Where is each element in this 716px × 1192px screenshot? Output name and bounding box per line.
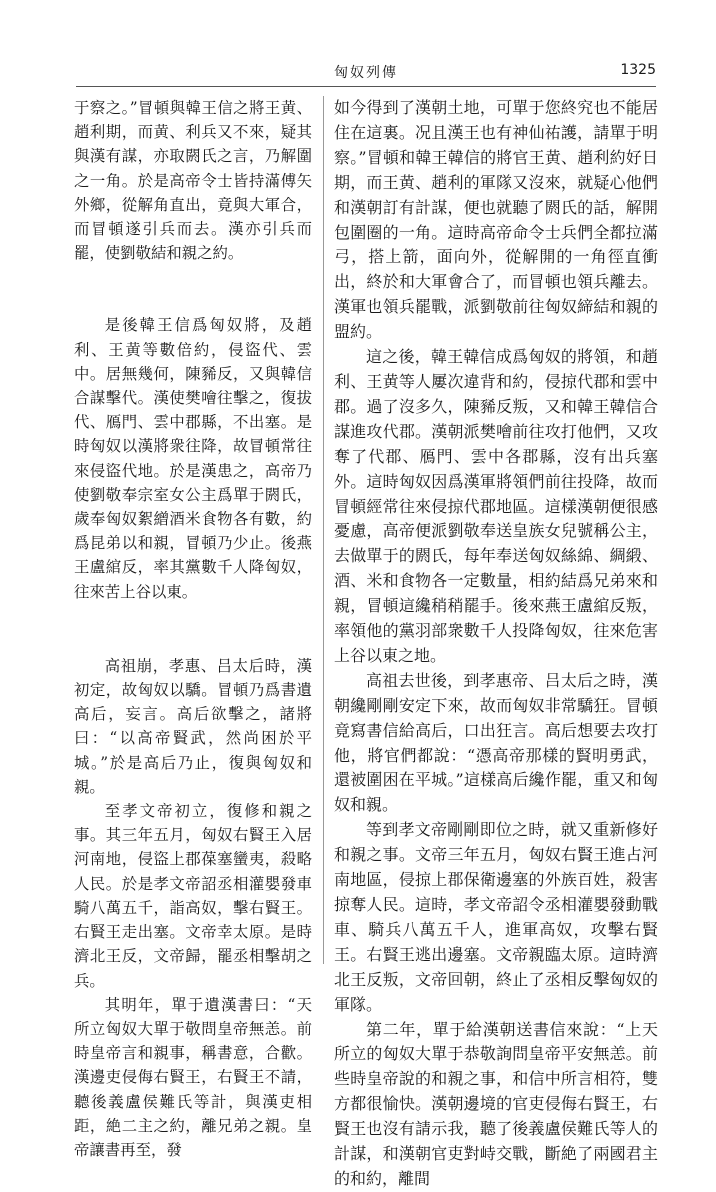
classical-paragraph: 其明年，單于遺漢書曰：“天所立匈奴大單于敬問皇帝無恙。前時皇帝言和親事，稱書意，合歡。漢邊吏侵侮右賢王，右賢王不請，聽後義盧侯難氏等計，與漢吏相距，絶二主之約，離兄弟之親。皇帝讓書再至，發 — [74, 995, 312, 1159]
classical-paragraph: 至孝文帝初立，復修和親之事。其三年五月，匈奴右賢王入居河南地，侵盜上郡葆塞蠻夷，殺略人民。於是孝文帝詔丞相灌嬰發車騎八萬五千，詣高奴，擊右賢王。右賢王走出塞。文帝幸太原。是時濟北王反，文帝歸，罷丞相擊胡之兵。 — [74, 802, 312, 990]
translation-column — [334, 96, 658, 1192]
header-rule — [76, 86, 656, 87]
translation-paragraph: 第二年，單于給漢朝送書信來說：“上天所立的匈奴大單于恭敬詢問皇帝平安無恙。前些時皇帝說的和親之事，和信中所言相符，雙方都很愉快。漢朝邊境的官吏侵侮右賢王，右賢王也沒有請示我，聽了後義盧侯難氏等人的計謀，和漢朝官吏對峙交戰，斷絶了兩國君主的和約，離間 — [334, 1019, 658, 1188]
column-divider — [323, 96, 324, 964]
classical-paragraph: 于察之。”冒頓與韓王信之將王黄、趙利期，而黄、利兵又不來，疑其與漢有謀，亦取閼氏之言，乃解圍之一角。於是高帝令士皆持滿傅矢外鄉，從解角直出，竟與大軍合，而冒頓遂引兵而去。漢亦引兵而罷，使劉敬結和親之約。 — [74, 99, 312, 263]
classical-text-column — [74, 96, 312, 1162]
classical-paragraph: 高祖崩，孝惠、吕太后時，漢初定，故匈奴以驕。冒頓乃爲書遺高后，妄言。高后欲擊之，諸將曰：“以高帝賢武，然尚困於平城。”於是高后乃止，復與匈奴和親。 — [74, 656, 312, 796]
page-header — [76, 60, 656, 86]
translation-paragraph: 如今得到了漢朝土地，可單于您終究也不能居住在這裏。况且漢王也有神仙祐護，請單于明察。”冒頓和韓王韓信的將官王黄、趙利約好日期，而王黄、趙利的軍隊又沒來，就疑心他們和漢朝訂有計謀，便也就聽了閼氏的話，解開包圍圈的一角。這時高帝命令士兵們全都拉滿弓，搭上箭，面向外，從解開的一角徑直衝出，終於和大軍會合了，而冒頓也領兵離去。漢軍也領兵罷戰，派劉敬前往匈奴締結和親的盟約。 — [334, 98, 658, 342]
page-number: 1325 — [620, 62, 656, 78]
running-title: 匈奴列傳 — [334, 65, 398, 81]
translation-paragraph: 這之後，韓王韓信成爲匈奴的將領，和趙利、王黄等人屢次違背和約，侵掠代郡和雲中郡。過了沒多久，陳豨反叛，又和韓王韓信合謀進攻代郡。漢朝派樊噲前往攻打他們，又攻奪了代郡、鴈門、雲中各郡縣，沒有出兵塞外。這時匈奴因爲漢軍將領們前往投降，故而冒頓經常往來侵掠代郡地區。這樣漢朝便很感憂慮，高帝便派劉敬奉送皇族女兒號稱公主，去做單于的閼氏，每年奉送匈奴絲綿、綢緞、酒、米和食物各一定數量，相約結爲兄弟來和親，冒頓這纔稍稍罷手。後來燕王盧綰反叛，率領他的黨羽部衆數千人投降匈奴，往來危害上谷以東之地。 — [334, 347, 658, 665]
translation-paragraph: 等到孝文帝剛剛即位之時，就又重新修好和親之事。文帝三年五月，匈奴右賢王進占河南地區，侵掠上郡保衛邊塞的外族百姓，殺害掠奪人民。這時，孝文帝詔令丞相灌嬰發動戰車、騎兵八萬五千人，進軍高奴，攻擊右賢王。右賢王逃出邊塞。文帝親臨太原。這時濟北王反叛，文帝回朝，終止了丞相反擊匈奴的軍隊。 — [334, 820, 658, 1014]
translation-paragraph: 高祖去世後，到孝惠帝、吕太后之時，漢朝纔剛剛安定下來，故而匈奴非常驕狂。冒頓竟寫書信給高后，口出狂言。高后想要去攻打他，將官們都說：“憑高帝那樣的賢明勇武，還被圍困在平城。”這樣高后纔作罷，重又和匈奴和親。 — [334, 670, 658, 815]
classical-paragraph: 是後韓王信爲匈奴將，及趙利、王黄等數倍約，侵盜代、雲中。居無幾何，陳豨反，又與韓信合謀擊代。漢使樊噲往擊之，復拔代、鴈門、雲中郡縣，不出塞。是時匈奴以漢將衆往降，故冒頓常往來侵盜代地。於是漢患之，高帝乃使劉敬奉宗室女公主爲單于閼氏，歲奉匈奴絮繒酒米食物各有數，約爲昆弟以和親，冒頓乃少止。後燕王盧綰反，率其黨數千人降匈奴，往來苦上谷以東。 — [74, 316, 312, 601]
